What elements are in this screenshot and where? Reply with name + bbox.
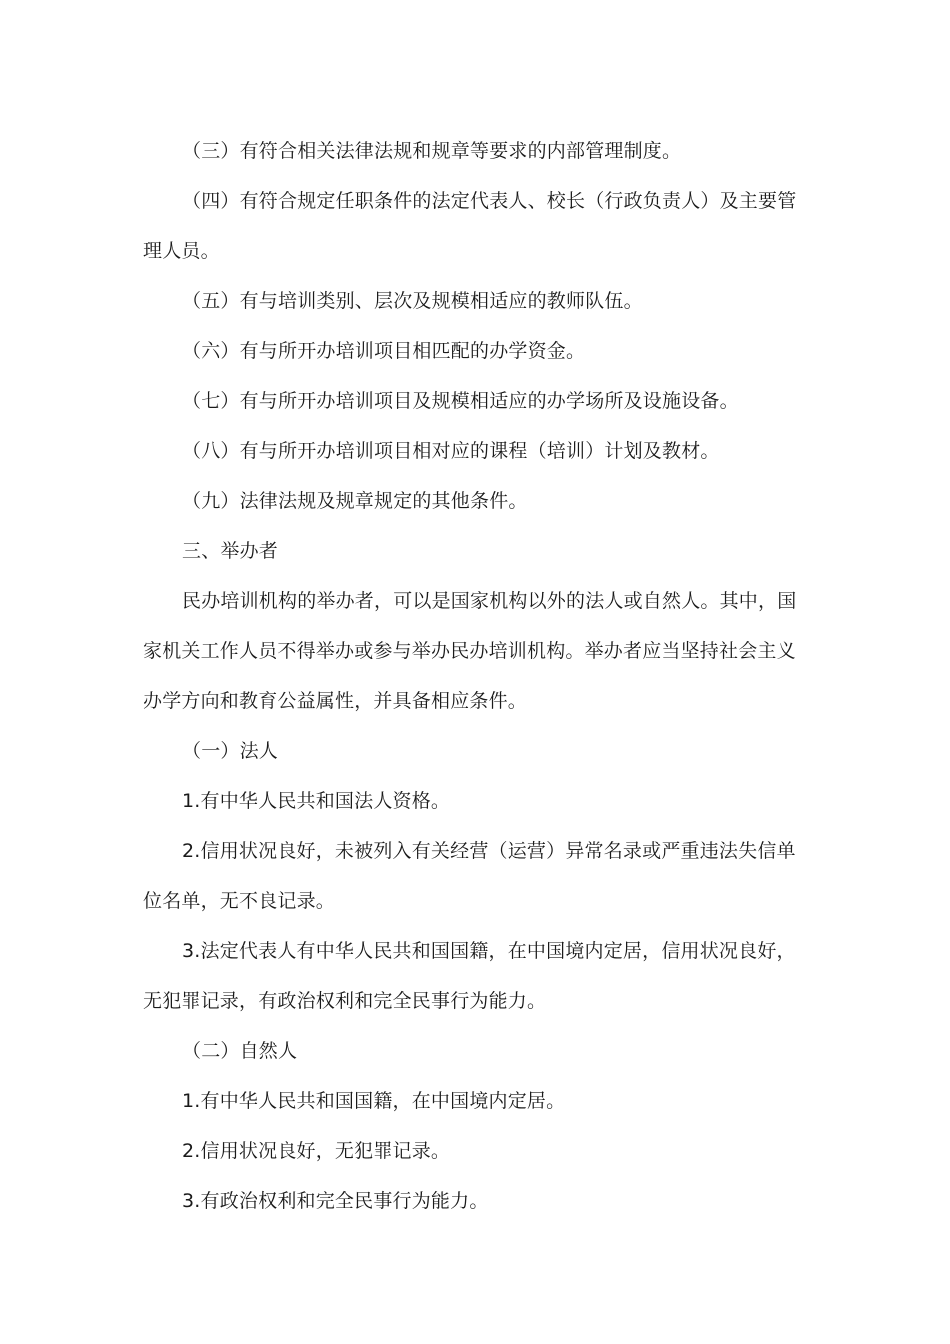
paragraph-line: 家机关工作人员不得举办或参与举办民办培训机构。举办者应当坚持社会主义 xyxy=(143,640,796,662)
list-item: 1.有中华人民共和国国籍，在中国境内定居。 xyxy=(182,1090,566,1112)
list-item: 1.有中华人民共和国法人资格。 xyxy=(182,790,451,812)
clause-9-line: （九）法律法规及规章规定的其他条件。 xyxy=(182,490,528,512)
list-item-continuation: 位名单，无不良记录。 xyxy=(143,890,336,912)
list-item: 3.法定代表人有中华人民共和国国籍，在中国境内定居，信用状况良好， xyxy=(182,940,796,962)
clause-3-line: （三）有符合相关法律法规和规章等要求的内部管理制度。 xyxy=(182,140,682,162)
list-item: 2.信用状况良好，未被列入有关经营（运营）异常名录或严重违法失信单 xyxy=(182,840,796,862)
subsection-heading-legal-person: （一）法人 xyxy=(182,740,279,762)
clause-4-line: （四）有符合规定任职条件的法定代表人、校长（行政负责人）及主要管 xyxy=(182,190,797,212)
clause-6-line: （六）有与所开办培训项目相匹配的办学资金。 xyxy=(182,340,586,362)
clause-7-line: （七）有与所开办培训项目及规模相适应的办学场所及设施设备。 xyxy=(182,390,739,412)
paragraph-line: 办学方向和教育公益属性，并具备相应条件。 xyxy=(143,690,528,712)
list-item-continuation: 无犯罪记录，有政治权利和完全民事行为能力。 xyxy=(143,990,547,1012)
paragraph-line: 民办培训机构的举办者，可以是国家机构以外的法人或自然人。其中，国 xyxy=(182,590,797,612)
list-item: 2.信用状况良好，无犯罪记录。 xyxy=(182,1140,451,1162)
list-item: 3.有政治权利和完全民事行为能力。 xyxy=(182,1190,489,1212)
document-body xyxy=(143,126,803,1226)
clause-8-line: （八）有与所开办培训项目相对应的课程（培训）计划及教材。 xyxy=(182,440,720,462)
clause-5-line: （五）有与培训类别、层次及规模相适应的教师队伍。 xyxy=(182,290,643,312)
subsection-heading-natural-person: （二）自然人 xyxy=(182,1040,298,1062)
section-heading: 三、举办者 xyxy=(182,540,279,562)
clause-4-continuation: 理人员。 xyxy=(143,240,220,262)
